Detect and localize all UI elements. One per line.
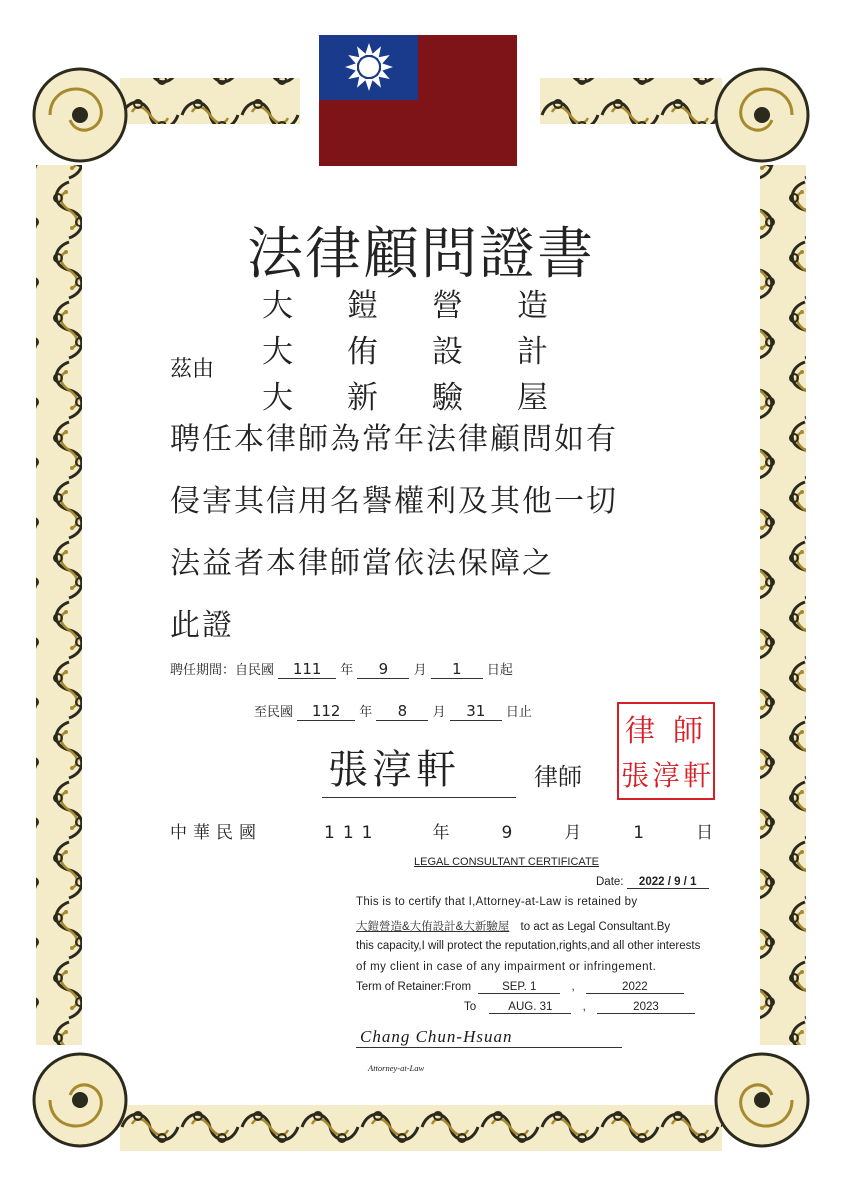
english-line-4: of my client in case of any impairment or infringement. [356,961,657,973]
from-month: 9 [357,660,409,679]
from-year: 111 [278,660,336,679]
period-from: 聘任期間：自民國 111 年 9 月 1 日起 [170,660,513,678]
lawyer-signature: 張淳軒 [328,747,460,793]
body-line-1: 聘任本律師為常年法律顧問如有 [170,422,618,457]
lawyer-seal: 律 師 張 淳 軒 [617,702,715,800]
period-to: 至民國 112 年 8 月 31 日止 [254,702,532,720]
client-name-2: 大 侑 設 計 [262,334,548,370]
client-name-3: 大 新 驗 屋 [262,380,548,416]
client-name-1: 大 鎧 營 造 [262,288,548,324]
body-line-3: 法益者本律師當依法保障之 [170,546,554,581]
english-signature-line [356,1047,622,1048]
to-month: 8 [376,702,428,721]
roc-flag-icon [319,35,517,166]
term-from: Term of Retainer:From SEP. 1 , 2022 [356,981,684,994]
to-day: 31 [450,702,502,721]
english-signature: Chang Chun-Hsuan [360,1027,513,1046]
lawyer-title: 律師 [534,763,582,791]
intro-text: 茲由 [170,357,215,382]
english-title: LEGAL CONSULTANT CERTIFICATE [414,856,599,868]
flag-canton [319,35,418,100]
certificate-title: 法律顧問證書 [247,222,595,287]
english-line-2: 大鎧營造&大侑設計&大新驗屋 to act as Legal Consultant.By [356,921,671,933]
signature-line [322,797,516,798]
body-line-2: 侵害其信用名譽權利及其他一切 [170,484,618,519]
from-day: 1 [431,660,483,679]
english-line-3: this capacity,I will protect the reputation,rights,and all other interests [356,940,701,952]
english-date: Date: 2022 / 9 / 1 [596,876,709,889]
white-sun-icon [319,35,418,100]
body-line-4: 此證 [170,608,234,643]
english-role: Attorney-at-Law [368,1063,425,1073]
issue-date: 中華民國 111 年 9 月 1 日 [170,823,714,843]
term-to: To AUG. 31 , 2023 [464,1001,695,1014]
to-year: 112 [297,702,355,721]
english-line-1: This is to certify that I,Attorney-at-Law is retained by [356,896,638,908]
